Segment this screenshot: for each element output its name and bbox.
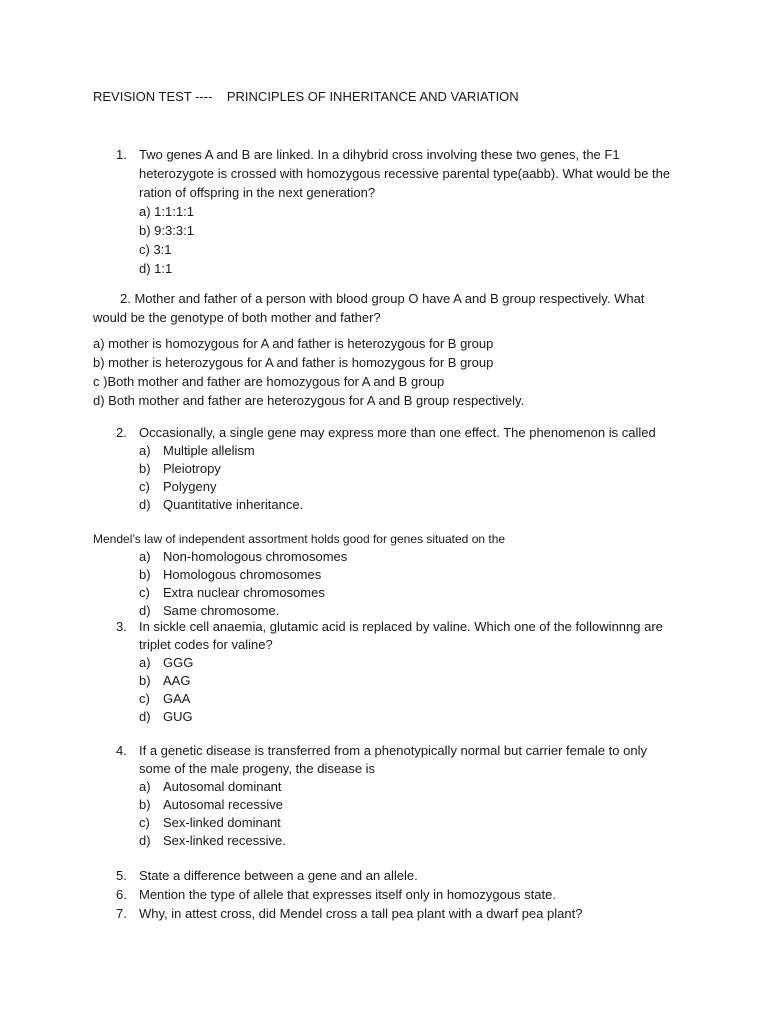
question-text: Mendel’s law of independent assortment holds good for genes situated on the [93,532,506,546]
option-text: Sex-linked dominant [163,815,281,830]
option-letter: b) [139,567,151,582]
short-question [0,885,768,904]
question-number: 3. [116,619,127,634]
question-1 [0,145,768,278]
question-number: 5. [116,868,127,883]
option-letter: d) [139,603,151,618]
question-text: If a genetic disease is transferred from a phenotypically normal but carrier female to only some of the male progeny, the disease is [139,743,647,776]
option-text: Extra nuclear chromosomes [163,585,325,600]
page-title: REVISION TEST ---- PRINCIPLES OF INHERITANCE AND VARIATION [93,89,519,104]
question-number: 7. [116,906,127,921]
option-letter: a) [139,549,151,564]
option [139,654,768,672]
option [139,442,768,460]
question-number: 6. [116,887,127,902]
option [139,478,768,496]
option-text: Multiple allelism [163,443,255,458]
option: b) 9:3:3:1 [139,223,194,238]
short-questions [0,866,768,923]
question-text: Mention the type of allele that expresses itself only in homozygous state. [139,887,556,902]
option [139,796,768,814]
question-text: 2. Mother and father of a person with blood group O have A and B group respectively. What would be the genotype of both mother and father? [93,291,645,325]
option-text: GGG [163,655,194,670]
option-letter: d) [139,709,151,724]
option: a) 1:1:1:1 [139,204,194,219]
question-pleiotropy [0,424,768,514]
option [139,566,768,584]
option-text: Pleiotropy [163,461,221,476]
option-text: Same chromosome. [163,603,280,618]
option [139,496,768,514]
option: a) mother is homozygous for A and father is heterozygous for B group [93,336,494,351]
option [139,584,768,602]
option [139,778,768,796]
question-number: 2. [116,425,127,440]
option: b) mother is heterozygous for A and father is homozygous for B group [93,355,494,370]
option-text: AAG [163,673,191,688]
option-letter: d) [139,833,151,848]
option-letter: c) [139,585,150,600]
question-text: Why, in attest cross, did Mendel cross a tall pea plant with a dwarf pea plant? [139,906,583,921]
option-text: Autosomal dominant [163,779,282,794]
question-text: State a difference between a gene and an allele. [139,868,418,883]
option-letter: a) [139,655,151,670]
option-text: Homologous chromosomes [163,567,322,582]
option-text: GAA [163,691,191,706]
option [139,708,768,726]
option-text: Polygeny [163,479,217,494]
option-letter: c) [139,691,150,706]
option-letter: d) [139,497,151,512]
option-letter: a) [139,443,151,458]
option-letter: c) [139,479,150,494]
question-text: Occasionally, a single gene may express more than one effect. The phenomenon is called [139,425,656,440]
option [139,672,768,690]
question-genetic-disease [0,742,768,850]
option-letter: c) [139,815,150,830]
option [139,548,768,566]
short-question [0,866,768,885]
option-text: GUG [163,709,193,724]
option-text: Autosomal recessive [163,797,283,812]
option [139,460,768,478]
option [139,690,768,708]
option: c) 3:1 [139,242,172,257]
option: d) 1:1 [139,261,173,276]
question-sickle-cell [0,618,768,726]
option-letter: b) [139,461,151,476]
option-text: Non-homologous chromosomes [163,549,348,564]
option [139,832,768,850]
option-text: Quantitative inheritance. [163,497,304,512]
option: c )Both mother and father are homozygous for A and B group [93,374,445,389]
option-letter: a) [139,779,151,794]
option-letter: b) [139,673,151,688]
option-letter: b) [139,797,151,812]
question-text: In sickle cell anaemia, glutamic acid is replaced by valine. Which one of the followinnng are triplet codes for valine? [139,619,663,652]
question-blood-group [0,289,768,410]
option-text: Sex-linked recessive. [163,833,286,848]
option [139,814,768,832]
question-text: Two genes A and B are linked. In a dihybrid cross involving these two genes, the F1 heterozygote is crossed with homozygous recessive parental type(aabb). What would be the ration of offspring in the next generation? [139,147,671,200]
question-mendel-law [0,530,768,620]
question-number: 4. [116,743,127,758]
question-number: 1. [116,147,127,162]
option: d) Both mother and father are heterozygous for A and B group respectively. [93,393,525,408]
short-question [0,904,768,923]
